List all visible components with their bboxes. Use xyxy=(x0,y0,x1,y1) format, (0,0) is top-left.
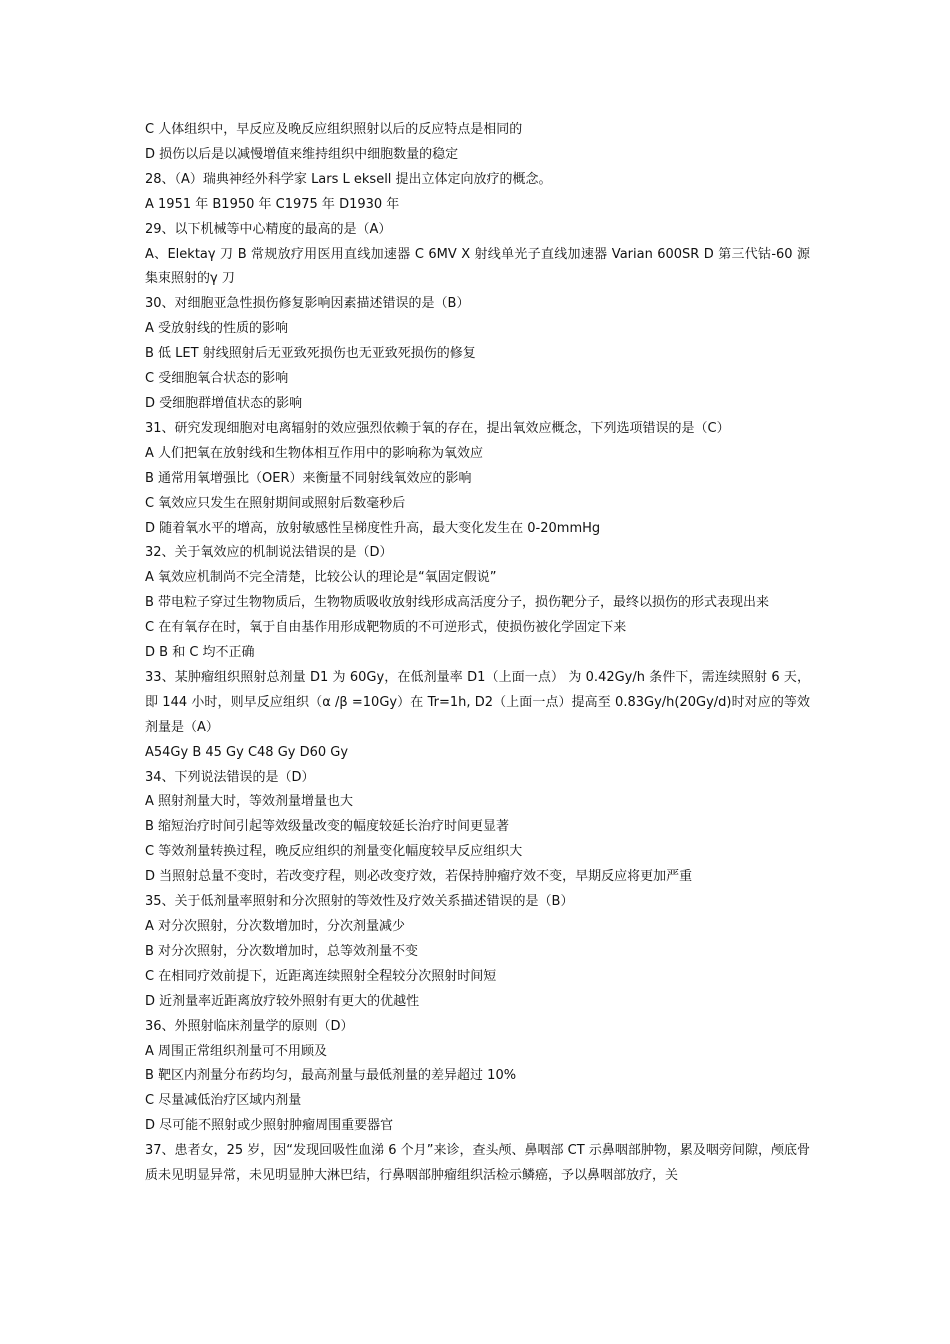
text-line: 33、某肿瘤组织照射总剂量 D1 为 60Gy，在低剂量率 D1（上面一点） 为 0.42Gy/h 条件下，需连续照射 6 天，即 144 小时，则早反应组织（α /β =10Gy）在 Tr=1h, D2（上面一点）提高至 0.83Gy/h(20Gy/d)时对应的等效剂量是（A） xyxy=(145,669,810,735)
text-line: 29、以下机械等中心精度的最高的是（A） xyxy=(145,221,392,237)
text-line: B 通常用氧增强比（OER）来衡量不同射线氧效应的影响 xyxy=(145,470,472,486)
text-line: B 对分次照射，分次数增加时，总等效剂量不变 xyxy=(145,943,419,959)
text-line: D 损伤以后是以减慢增值来维持组织中细胞数量的稳定 xyxy=(145,146,459,162)
text-line: C 尽量减低治疗区域内剂量 xyxy=(145,1093,302,1109)
text-line: A54Gy B 45 Gy C48 Gy D60 Gy xyxy=(145,744,349,760)
text-line: 32、关于氧效应的机制说法错误的是（D） xyxy=(145,545,393,561)
text-line: 36、外照射临床剂量学的原则（D） xyxy=(145,1018,354,1034)
text-line: A 周围正常组织剂量可不用顾及 xyxy=(145,1043,328,1059)
text-line: B 带电粒子穿过生物物质后，生物物质吸收放射线形成高活度分子，损伤靶分子，最终以损伤的形式表现出来 xyxy=(145,595,770,611)
text-line: A、Elektaγ 刀 B 常规放疗用医用直线加速器 C 6MV X 射线单光子直线加速器 Varian 600SR D 第三代钴-60 源集束照射的γ 刀 xyxy=(145,246,810,287)
text-line: B 缩短治疗时间引起等效级量改变的幅度较延长治疗时间更显著 xyxy=(145,819,510,835)
text-line: D B 和 C 均不正确 xyxy=(145,645,255,661)
text-line: D 受细胞群增值状态的影响 xyxy=(145,395,303,411)
text-line: A 照射剂量大时，等效剂量增量也大 xyxy=(145,794,354,810)
document-body xyxy=(145,118,810,1189)
text-line: A 氧效应机制尚不完全清楚，比较公认的理论是“氧固定假说” xyxy=(145,570,497,586)
text-line: C 在相同疗效前提下，近距离连续照射全程较分次照射时间短 xyxy=(145,968,497,984)
text-line: B 低 LET 射线照射后无亚致死损伤也无亚致死损伤的修复 xyxy=(145,346,476,362)
text-line: B 靶区内剂量分布药均匀，最高剂量与最低剂量的差异超过 10% xyxy=(145,1068,517,1084)
text-line: D 尽可能不照射或少照射肿瘤周围重要器官 xyxy=(145,1118,394,1134)
text-line: C 受细胞氧合状态的影响 xyxy=(145,371,289,387)
text-line: D 当照射总量不变时，若改变疗程，则必改变疗效，若保持肿瘤疗效不变，早期反应将更加严重 xyxy=(145,869,693,885)
text-line: C 氧效应只发生在照射期间或照射后数毫秒后 xyxy=(145,495,406,511)
text-line: A 对分次照射，分次数增加时，分次剂量减少 xyxy=(145,919,406,934)
text-line: 34、下列说法错误的是（D） xyxy=(145,769,315,785)
text-line: A 人们把氧在放射线和生物体相互作用中的影响称为氧效应 xyxy=(145,445,484,461)
text-line: C 等效剂量转换过程，晚反应组织的剂量变化幅度较早反应组织大 xyxy=(145,844,523,860)
text-line: D 随着氧水平的增高，放射敏感性呈梯度性升高，最大变化发生在 0-20mmHg xyxy=(145,520,601,536)
text-line: 35、关于低剂量率照射和分次照射的等效性及疗效关系描述错误的是（B） xyxy=(145,894,574,910)
text-line: C 人体组织中，早反应及晚反应组织照射以后的反应特点是相同的 xyxy=(145,122,523,137)
text-line: D 近剂量率近距离放疗较外照射有更大的优越性 xyxy=(145,993,420,1009)
text-line: A 1951 年 B1950 年 C1975 年 D1930 年 xyxy=(145,196,400,212)
text-line: 37、患者女，25 岁，因“发现回吸性血涕 6 个月”来诊，查头颅、鼻咽部 CT 示鼻咽部肿物，累及咽旁间隙，颅底骨质未见明显异常，未见明显肿大淋巴结，行鼻咽部肿瘤组织活检示鳞癌，予以鼻咽部放疗，关 xyxy=(145,1143,810,1184)
text-line: C 在有氧存在时，氧于自由基作用形成靶物质的不可逆形式，使损伤被化学固定下来 xyxy=(145,620,627,636)
text-line: 30、对细胞亚急性损伤修复影响因素描述错误的是（B） xyxy=(145,296,470,312)
text-line: 28、（A）瑞典神经外科学家 Lars L eksell 提出立体定向放疗的概念。 xyxy=(145,171,552,187)
text-line: A 受放射线的性质的影响 xyxy=(145,321,289,337)
text-line: 31、研究发现细胞对电离辐射的效应强烈依赖于氧的存在，提出氧效应概念，下列选项错误的是（C） xyxy=(145,420,730,436)
